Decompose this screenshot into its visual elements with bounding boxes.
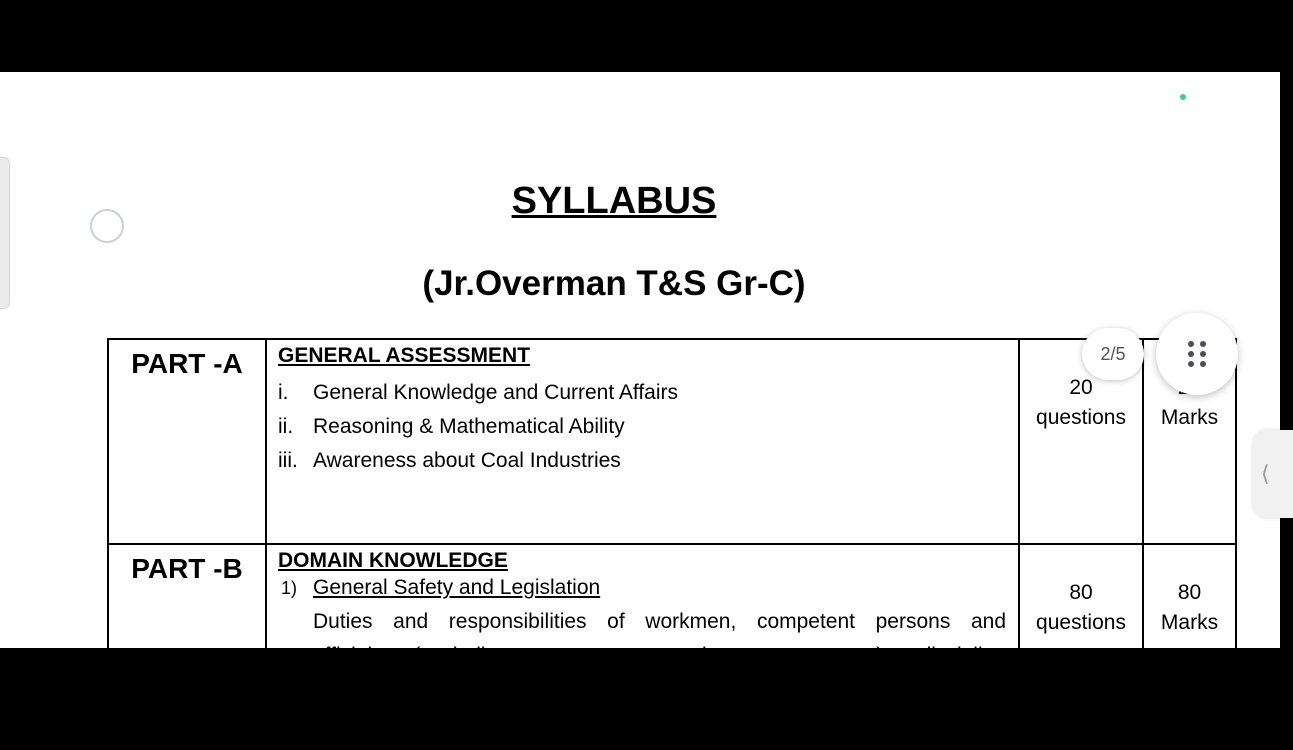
questions-label: questions — [1036, 406, 1126, 429]
part-b-label: PART -B — [108, 544, 266, 749]
item-text: General Knowledge and Current Affairs — [313, 381, 678, 404]
item-number: ii. — [278, 415, 294, 438]
item-text: Awareness about Coal Industries — [313, 449, 621, 472]
sub-section-number: 1) — [281, 577, 298, 598]
document-subtitle: (Jr.Overman T&S Gr-C) — [422, 264, 806, 303]
part-b-description — [266, 544, 1019, 749]
questions-count: 20 — [1069, 376, 1093, 399]
grid-dots-icon — [1188, 341, 1206, 367]
page-indicator[interactable]: 2/5 — [1082, 328, 1144, 380]
document-page — [0, 72, 1280, 667]
part-b-heading: DOMAIN KNOWLEDGE — [278, 549, 508, 572]
item-number: i. — [278, 381, 289, 404]
part-b-questions — [1019, 544, 1143, 749]
grid-menu-button[interactable] — [1156, 313, 1238, 395]
marks-count: 80 — [1177, 581, 1202, 604]
part-a-heading: GENERAL ASSESSMENT — [278, 344, 531, 367]
part-a-label: PART -A — [108, 339, 266, 544]
marks-label: Marks — [1160, 611, 1219, 634]
table-row-part-a — [108, 339, 1236, 544]
questions-count: 80 — [1069, 581, 1093, 604]
syllabus-table — [107, 338, 1237, 750]
list-item — [278, 410, 1006, 444]
marks-label: Marks — [1160, 406, 1219, 429]
paragraph-line: officials (excluding managers, assistant managers); discipline — [313, 644, 1006, 667]
paragraph-line: Duties and responsibilities of workmen, competent persons and — [313, 610, 1006, 633]
table-row-part-b — [108, 544, 1236, 749]
list-item — [278, 376, 1006, 410]
status-dot — [1180, 94, 1186, 100]
item-number: iii. — [278, 449, 298, 472]
part-a-description — [266, 339, 1019, 544]
part-b-marks — [1143, 544, 1236, 749]
sub-section-heading — [278, 573, 1006, 603]
item-text: Reasoning & Mathematical Ability — [313, 415, 625, 438]
sub-section-title: General Safety and Legislation — [313, 576, 601, 599]
document-title: SYLLABUS — [511, 180, 717, 222]
chevron-left-icon: ⟨ — [1261, 461, 1270, 486]
list-item — [278, 444, 1006, 478]
questions-label: questions — [1036, 611, 1126, 634]
side-panel-handle[interactable] — [1253, 430, 1293, 518]
